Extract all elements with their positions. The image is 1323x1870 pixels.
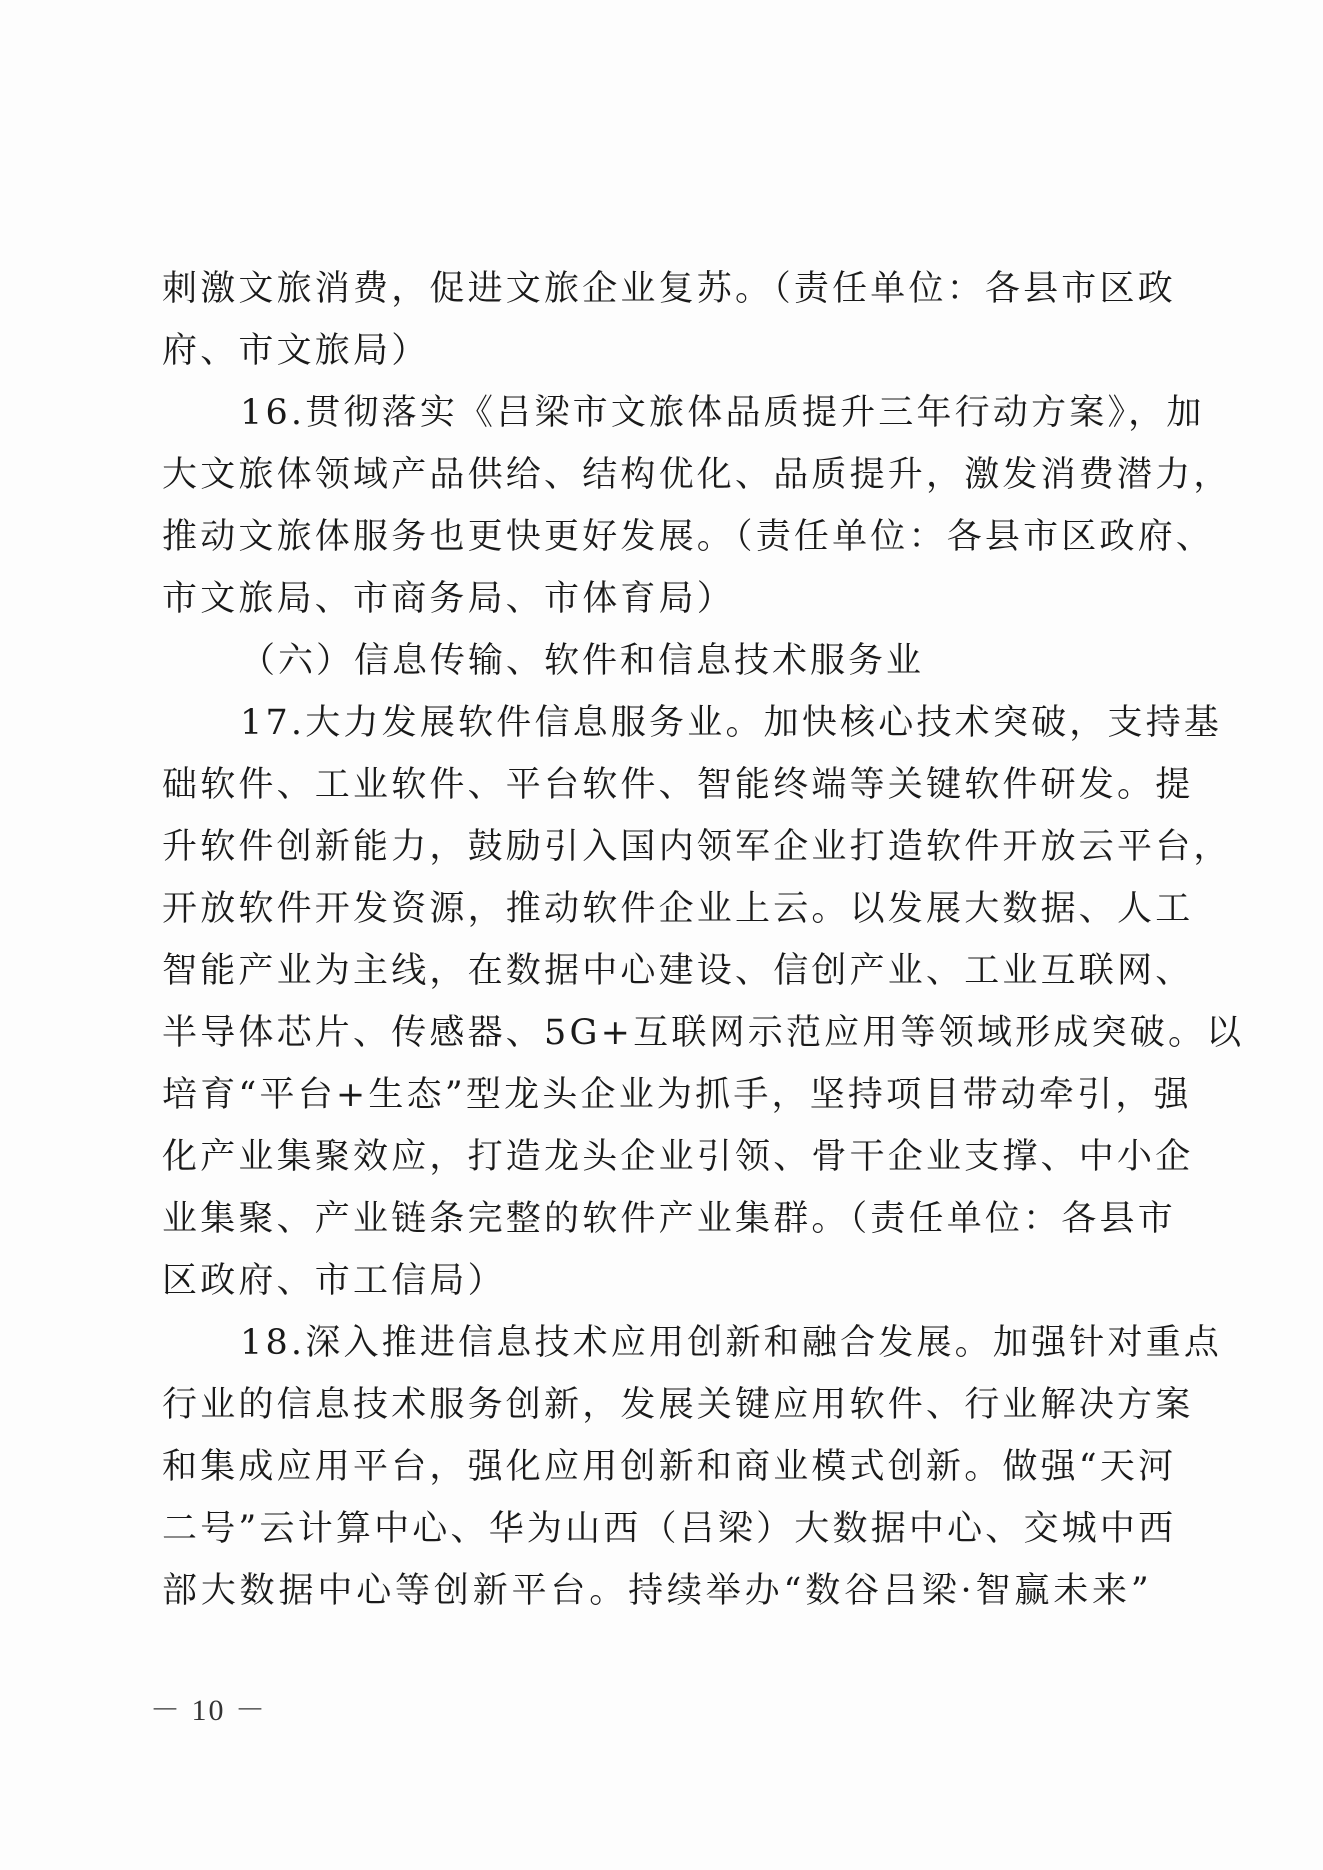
text-line: 培育“平台+生态”型龙头企业为抓手，坚持项目带动牵引，强 bbox=[162, 1075, 1192, 1115]
page-number: － 10 － bbox=[150, 1694, 267, 1727]
paragraph-16-start: 16.贯彻落实《吕梁市文旅体品质提升三年行动方案》，加 bbox=[240, 393, 1205, 433]
text-line: 市文旅局、市商务局、市体育局） bbox=[162, 579, 736, 619]
section-heading: （六）信息传输、软件和信息技术服务业 bbox=[240, 641, 925, 681]
text-line: 智能产业为主线，在数据中心建设、信创产业、工业互联网、 bbox=[162, 951, 1194, 991]
text-line: 二号”云计算中心、华为山西（吕梁）大数据中心、交城中西 bbox=[162, 1509, 1177, 1549]
text-line: 刺激文旅消费，促进文旅企业复苏。（责任单位：各县市区政 bbox=[162, 269, 1176, 309]
text-line: 推动文旅体服务也更快更好发展。（责任单位：各县市区政府、 bbox=[162, 517, 1215, 557]
text-line: 升软件创新能力，鼓励引入国内领军企业打造软件开放云平台， bbox=[162, 827, 1232, 867]
paragraph-17-start: 17.大力发展软件信息服务业。加快核心技术突破，支持基 bbox=[240, 703, 1223, 743]
text-line: 业集聚、产业链条完整的软件产业集群。（责任单位：各县市 bbox=[162, 1199, 1176, 1239]
text-line: 部大数据中心等创新平台。持续举办“数谷吕梁·智赢未来” bbox=[162, 1571, 1152, 1611]
text-line: 行业的信息技术服务创新，发展关键应用软件、行业解决方案 bbox=[162, 1385, 1194, 1425]
text-line: 区政府、市工信局） bbox=[162, 1261, 506, 1301]
text-line: 半导体芯片、传感器、5G+互联网示范应用等领域形成突破。以 bbox=[162, 1013, 1245, 1053]
paragraph-18-start: 18.深入推进信息技术应用创新和融合发展。加强针对重点 bbox=[240, 1323, 1223, 1363]
text-line: 础软件、工业软件、平台软件、智能终端等关键软件研发。提 bbox=[162, 765, 1194, 805]
text-line: 和集成应用平台，强化应用创新和商业模式创新。做强“天河 bbox=[162, 1447, 1177, 1487]
text-line: 大文旅体领域产品供给、结构优化、品质提升，激发消费潜力， bbox=[162, 455, 1232, 495]
text-line: 化产业集聚效应，打造龙头企业引领、骨干企业支撑、中小企 bbox=[162, 1137, 1194, 1177]
text-line: 府、市文旅局） bbox=[162, 331, 430, 371]
document-body bbox=[162, 258, 1245, 1622]
text-line: 开放软件开发资源，推动软件企业上云。以发展大数据、人工 bbox=[162, 889, 1194, 929]
